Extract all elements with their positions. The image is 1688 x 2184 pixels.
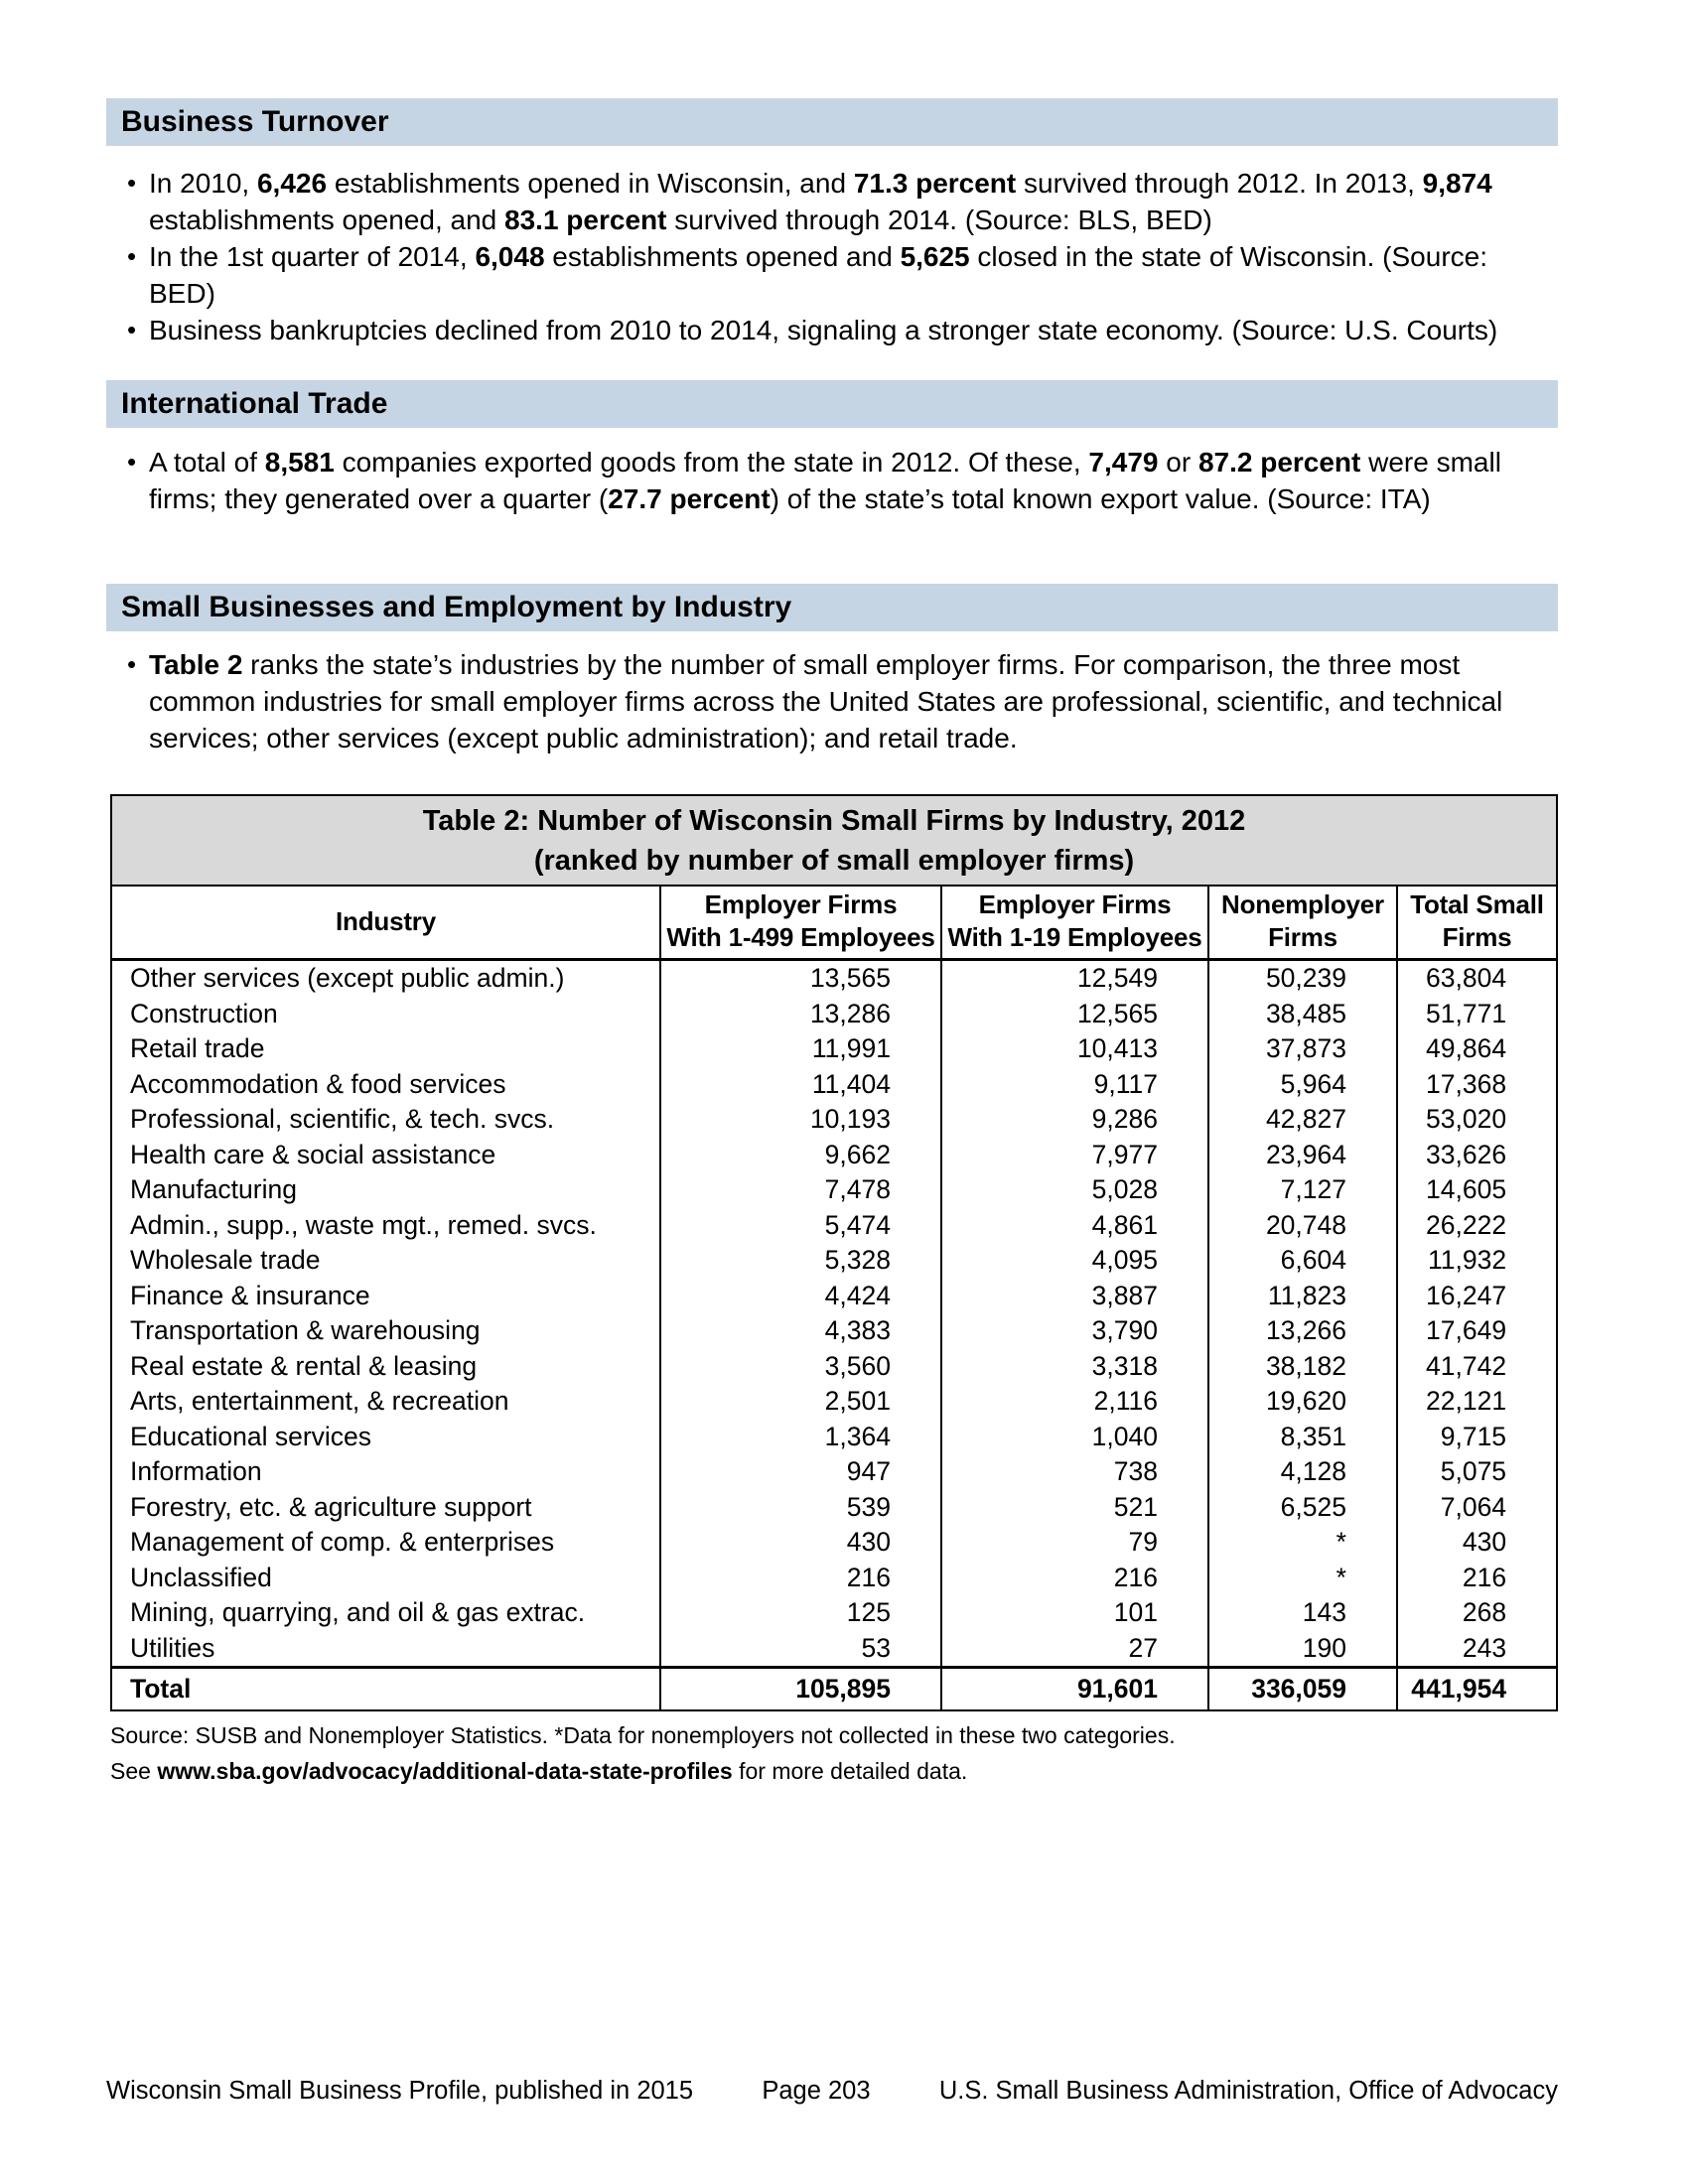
- industry-cell: Management of comp. & enterprises: [111, 1525, 660, 1561]
- table-title-row: [111, 795, 1557, 886]
- bullet-text: [149, 312, 1558, 348]
- col-header-employer-1-499: [660, 886, 941, 960]
- value-cell: 17,368: [1397, 1067, 1557, 1103]
- value-cell: 63,804: [1397, 960, 1557, 997]
- value-cell: 49,864: [1397, 1031, 1557, 1067]
- value-cell: 5,474: [660, 1208, 941, 1244]
- emphasis-text: 83.1 percent: [504, 205, 667, 235]
- value-cell: 53: [660, 1631, 941, 1668]
- table-total-row: [111, 1668, 1557, 1711]
- industry-cell: Transportation & warehousing: [111, 1313, 660, 1349]
- table-row: [111, 960, 1557, 997]
- plain-text: were small firms; they generated over a quarter (: [149, 447, 1501, 514]
- table-subtitle-line: (ranked by number of small employer firms): [533, 845, 1135, 877]
- plain-text: In 2010,: [149, 168, 257, 199]
- value-cell: 5,964: [1208, 1067, 1397, 1103]
- bullet-list-business-turnover: [106, 165, 1558, 348]
- value-cell: 6,604: [1208, 1243, 1397, 1279]
- value-cell: 947: [660, 1454, 941, 1490]
- emphasis-text: 5,625: [900, 241, 970, 272]
- value-cell: 143: [1208, 1595, 1397, 1631]
- footer-page-number: Page 203: [762, 2077, 871, 2105]
- industry-cell: Professional, scientific, & tech. svcs.: [111, 1102, 660, 1138]
- table-title: [111, 795, 1557, 886]
- plain-text: survived through 2012. In 2013,: [1016, 168, 1423, 199]
- emphasis-text: 71.3 percent: [853, 168, 1017, 199]
- total-value-cell: 336,059: [1208, 1668, 1397, 1711]
- value-cell: *: [1208, 1525, 1397, 1561]
- table-row: [111, 1067, 1557, 1103]
- plain-text: companies exported goods from the state in 2012. Of these,: [334, 447, 1089, 478]
- table-row: [111, 1031, 1557, 1067]
- plain-text: Business bankruptcies declined from 2010 to 2014, signaling a stronger state economy. (Source: U.S. Courts): [149, 315, 1498, 345]
- emphasis-text: 87.2 percent: [1197, 447, 1361, 478]
- table-row: [111, 1138, 1557, 1173]
- plain-text: for more detailed data.: [732, 1758, 968, 1784]
- table-header-row: [111, 886, 1557, 960]
- bullet-item: [106, 165, 1558, 238]
- col-header-line: Firms: [1268, 922, 1337, 952]
- value-cell: 430: [1397, 1525, 1557, 1561]
- value-cell: 23,964: [1208, 1138, 1397, 1173]
- bullet-item: [106, 444, 1558, 517]
- value-cell: 9,286: [941, 1102, 1208, 1138]
- industry-cell: Retail trade: [111, 1031, 660, 1067]
- industry-cell: Accommodation & food services: [111, 1067, 660, 1103]
- table-row: [111, 1172, 1557, 1208]
- value-cell: 12,549: [941, 960, 1208, 997]
- industry-cell: Information: [111, 1454, 660, 1490]
- bullet-list-small-business-employment: [106, 646, 1558, 756]
- col-header-line: Employer Firms: [704, 889, 898, 919]
- emphasis-text: 27.7 percent: [608, 483, 771, 514]
- table-row: [111, 1102, 1557, 1138]
- footer-publisher: U.S. Small Business Administration, Office of Advocacy: [938, 2077, 1558, 2105]
- bullet-text: [149, 165, 1558, 238]
- value-cell: 8,351: [1208, 1420, 1397, 1455]
- value-cell: 5,328: [660, 1243, 941, 1279]
- value-cell: 16,247: [1397, 1279, 1557, 1314]
- industry-cell: Real estate & rental & leasing: [111, 1349, 660, 1385]
- col-header-total-small: [1397, 886, 1557, 960]
- value-cell: 51,771: [1397, 997, 1557, 1032]
- value-cell: 4,095: [941, 1243, 1208, 1279]
- industry-cell: Forestry, etc. & agriculture support: [111, 1490, 660, 1526]
- table-row: [111, 1561, 1557, 1596]
- industry-cell: Unclassified: [111, 1561, 660, 1596]
- emphasis-text: Table 2: [149, 649, 243, 680]
- value-cell: 37,873: [1208, 1031, 1397, 1067]
- industry-cell: Wholesale trade: [111, 1243, 660, 1279]
- value-cell: 101: [941, 1595, 1208, 1631]
- table-row: [111, 1525, 1557, 1561]
- value-cell: 11,932: [1397, 1243, 1557, 1279]
- emphasis-text: 6,048: [475, 241, 545, 272]
- value-cell: 11,991: [660, 1031, 941, 1067]
- value-cell: 1,364: [660, 1420, 941, 1455]
- value-cell: 53,020: [1397, 1102, 1557, 1138]
- value-cell: 14,605: [1397, 1172, 1557, 1208]
- value-cell: 42,827: [1208, 1102, 1397, 1138]
- table-row: [111, 1631, 1557, 1668]
- value-cell: 430: [660, 1525, 941, 1561]
- industry-cell: Arts, entertainment, & recreation: [111, 1384, 660, 1420]
- value-cell: 3,318: [941, 1349, 1208, 1385]
- value-cell: 4,383: [660, 1313, 941, 1349]
- table-row: [111, 1595, 1557, 1631]
- value-cell: 6,525: [1208, 1490, 1397, 1526]
- table-row: [111, 1490, 1557, 1526]
- value-cell: 38,485: [1208, 997, 1397, 1032]
- plain-text: establishments opened, and: [149, 205, 505, 235]
- value-cell: 50,239: [1208, 960, 1397, 997]
- value-cell: 2,501: [660, 1384, 941, 1420]
- plain-text: closed in the state of Wisconsin. (Source: BED): [149, 241, 1487, 309]
- value-cell: 26,222: [1397, 1208, 1557, 1244]
- industry-cell: Utilities: [111, 1631, 660, 1668]
- industry-table: [110, 794, 1558, 1711]
- value-cell: 7,478: [660, 1172, 941, 1208]
- plain-text: establishments opened and: [544, 241, 901, 272]
- bullet-marker-icon: •: [127, 241, 137, 271]
- value-cell: 216: [941, 1561, 1208, 1596]
- total-value-cell: 441,954: [1397, 1668, 1557, 1711]
- value-cell: 1,040: [941, 1420, 1208, 1455]
- value-cell: 190: [1208, 1631, 1397, 1668]
- table-row: [111, 1454, 1557, 1490]
- industry-cell: Other services (except public admin.): [111, 960, 660, 997]
- bullet-marker-icon: •: [127, 168, 137, 198]
- value-cell: 17,649: [1397, 1313, 1557, 1349]
- plain-text: establishments opened in Wisconsin, and: [327, 168, 854, 199]
- value-cell: 7,977: [941, 1138, 1208, 1173]
- emphasis-text: 9,874: [1422, 168, 1492, 199]
- value-cell: 3,790: [941, 1313, 1208, 1349]
- bullet-list-international-trade: [106, 444, 1558, 517]
- col-header-nonemployer: [1208, 886, 1397, 960]
- value-cell: 521: [941, 1490, 1208, 1526]
- total-value-cell: 91,601: [941, 1668, 1208, 1711]
- col-header-line: Firms: [1442, 922, 1512, 952]
- col-header-line: Employer Firms: [978, 889, 1172, 919]
- value-cell: 243: [1397, 1631, 1557, 1668]
- industry-cell: Finance & insurance: [111, 1279, 660, 1314]
- value-cell: 539: [660, 1490, 941, 1526]
- industry-cell: Health care & social assistance: [111, 1138, 660, 1173]
- table-total-section: [111, 1668, 1557, 1711]
- emphasis-text: www.sba.gov/advocacy/additional-data-state-profiles: [157, 1758, 733, 1784]
- bullet-text: [149, 646, 1558, 756]
- col-header-line: Nonemployer: [1221, 889, 1384, 919]
- bullet-text: [149, 444, 1558, 517]
- footer-document-title: Wisconsin Small Business Profile, published in 2015: [106, 2077, 694, 2105]
- value-cell: 9,715: [1397, 1420, 1557, 1455]
- value-cell: 4,128: [1208, 1454, 1397, 1490]
- value-cell: 5,075: [1397, 1454, 1557, 1490]
- value-cell: 3,560: [660, 1349, 941, 1385]
- table-row: [111, 997, 1557, 1032]
- emphasis-text: 7,479: [1088, 447, 1159, 478]
- plain-text: A total of: [149, 447, 265, 478]
- value-cell: 4,424: [660, 1279, 941, 1314]
- industry-cell: Admin., supp., waste mgt., remed. svcs.: [111, 1208, 660, 1244]
- value-cell: 4,861: [941, 1208, 1208, 1244]
- value-cell: 7,127: [1208, 1172, 1397, 1208]
- section-heading-small-business-employment: Small Businesses and Employment by Industry: [106, 584, 1558, 631]
- col-header-line: With 1-19 Employees: [947, 922, 1202, 952]
- table-row: [111, 1313, 1557, 1349]
- plain-text: or: [1158, 447, 1198, 478]
- col-header-employer-1-19: [941, 886, 1208, 960]
- value-cell: 3,887: [941, 1279, 1208, 1314]
- value-cell: 12,565: [941, 997, 1208, 1032]
- industry-cell: Construction: [111, 997, 660, 1032]
- industry-cell: Educational services: [111, 1420, 660, 1455]
- table-footnote-source: [110, 1721, 1556, 1750]
- total-value-cell: 105,895: [660, 1668, 941, 1711]
- value-cell: 27: [941, 1631, 1208, 1668]
- table-title-line: Table 2: Number of Wisconsin Small Firms by Industry, 2012: [422, 805, 1246, 837]
- section-heading-international-trade: International Trade: [106, 380, 1558, 428]
- value-cell: 2,116: [941, 1384, 1208, 1420]
- value-cell: 10,413: [941, 1031, 1208, 1067]
- value-cell: 19,620: [1208, 1384, 1397, 1420]
- value-cell: 11,823: [1208, 1279, 1397, 1314]
- value-cell: 216: [660, 1561, 941, 1596]
- col-header-line: With 1-499 Employees: [666, 922, 935, 952]
- table-2-wisconsin-small-firms: [110, 794, 1558, 1711]
- value-cell: 22,121: [1397, 1384, 1557, 1420]
- table-row: [111, 1243, 1557, 1279]
- table-footnote-link: [110, 1757, 1556, 1786]
- value-cell: 268: [1397, 1595, 1557, 1631]
- bullet-marker-icon: •: [127, 649, 137, 679]
- plain-text: ranks the state’s industries by the number of small employer firms. For comparison, the three most common industries for small employer firms across the United States are professional, scientific, and technical services; other services (except public administration); and retail trade.: [149, 649, 1503, 753]
- value-cell: 79: [941, 1525, 1208, 1561]
- value-cell: 13,565: [660, 960, 941, 997]
- value-cell: 10,193: [660, 1102, 941, 1138]
- plain-text: survived through 2014. (Source: BLS, BED): [666, 205, 1212, 235]
- value-cell: 13,286: [660, 997, 941, 1032]
- value-cell: 38,182: [1208, 1349, 1397, 1385]
- bullet-item: [106, 312, 1558, 348]
- page-footer: [106, 2077, 1558, 2106]
- table-row: [111, 1208, 1557, 1244]
- bullet-marker-icon: •: [127, 447, 137, 477]
- table-row: [111, 1384, 1557, 1420]
- value-cell: 9,662: [660, 1138, 941, 1173]
- value-cell: 125: [660, 1595, 941, 1631]
- total-label-cell: Total: [111, 1668, 660, 1711]
- table-footnotes: [110, 1721, 1556, 1786]
- value-cell: 13,266: [1208, 1313, 1397, 1349]
- value-cell: 11,404: [660, 1067, 941, 1103]
- plain-text: Source: SUSB and Nonemployer Statistics. *Data for nonemployers not collected in these two categories.: [110, 1722, 1176, 1748]
- industry-cell: Mining, quarrying, and oil & gas extrac.: [111, 1595, 660, 1631]
- value-cell: 738: [941, 1454, 1208, 1490]
- bullet-text: [149, 238, 1558, 312]
- value-cell: 7,064: [1397, 1490, 1557, 1526]
- table-body: [111, 960, 1557, 1668]
- plain-text: See: [110, 1758, 158, 1784]
- section-heading-business-turnover: Business Turnover: [106, 98, 1558, 146]
- emphasis-text: 6,426: [256, 168, 328, 199]
- emphasis-text: 8,581: [264, 447, 335, 478]
- value-cell: 41,742: [1397, 1349, 1557, 1385]
- col-header-industry: Industry: [111, 886, 660, 960]
- value-cell: 20,748: [1208, 1208, 1397, 1244]
- value-cell: 33,626: [1397, 1138, 1557, 1173]
- bullet-marker-icon: •: [127, 315, 137, 344]
- value-cell: 216: [1397, 1561, 1557, 1596]
- bullet-item: [106, 646, 1558, 756]
- industry-cell: Manufacturing: [111, 1172, 660, 1208]
- value-cell: 5,028: [941, 1172, 1208, 1208]
- col-header-line: Total Small: [1410, 889, 1544, 919]
- bullet-item: [106, 238, 1558, 312]
- table-row: [111, 1420, 1557, 1455]
- table-row: [111, 1279, 1557, 1314]
- table-row: [111, 1349, 1557, 1385]
- value-cell: 9,117: [941, 1067, 1208, 1103]
- plain-text: In the 1st quarter of 2014,: [149, 241, 476, 272]
- plain-text: ) of the state’s total known export value. (Source: ITA): [770, 483, 1431, 514]
- value-cell: *: [1208, 1561, 1397, 1596]
